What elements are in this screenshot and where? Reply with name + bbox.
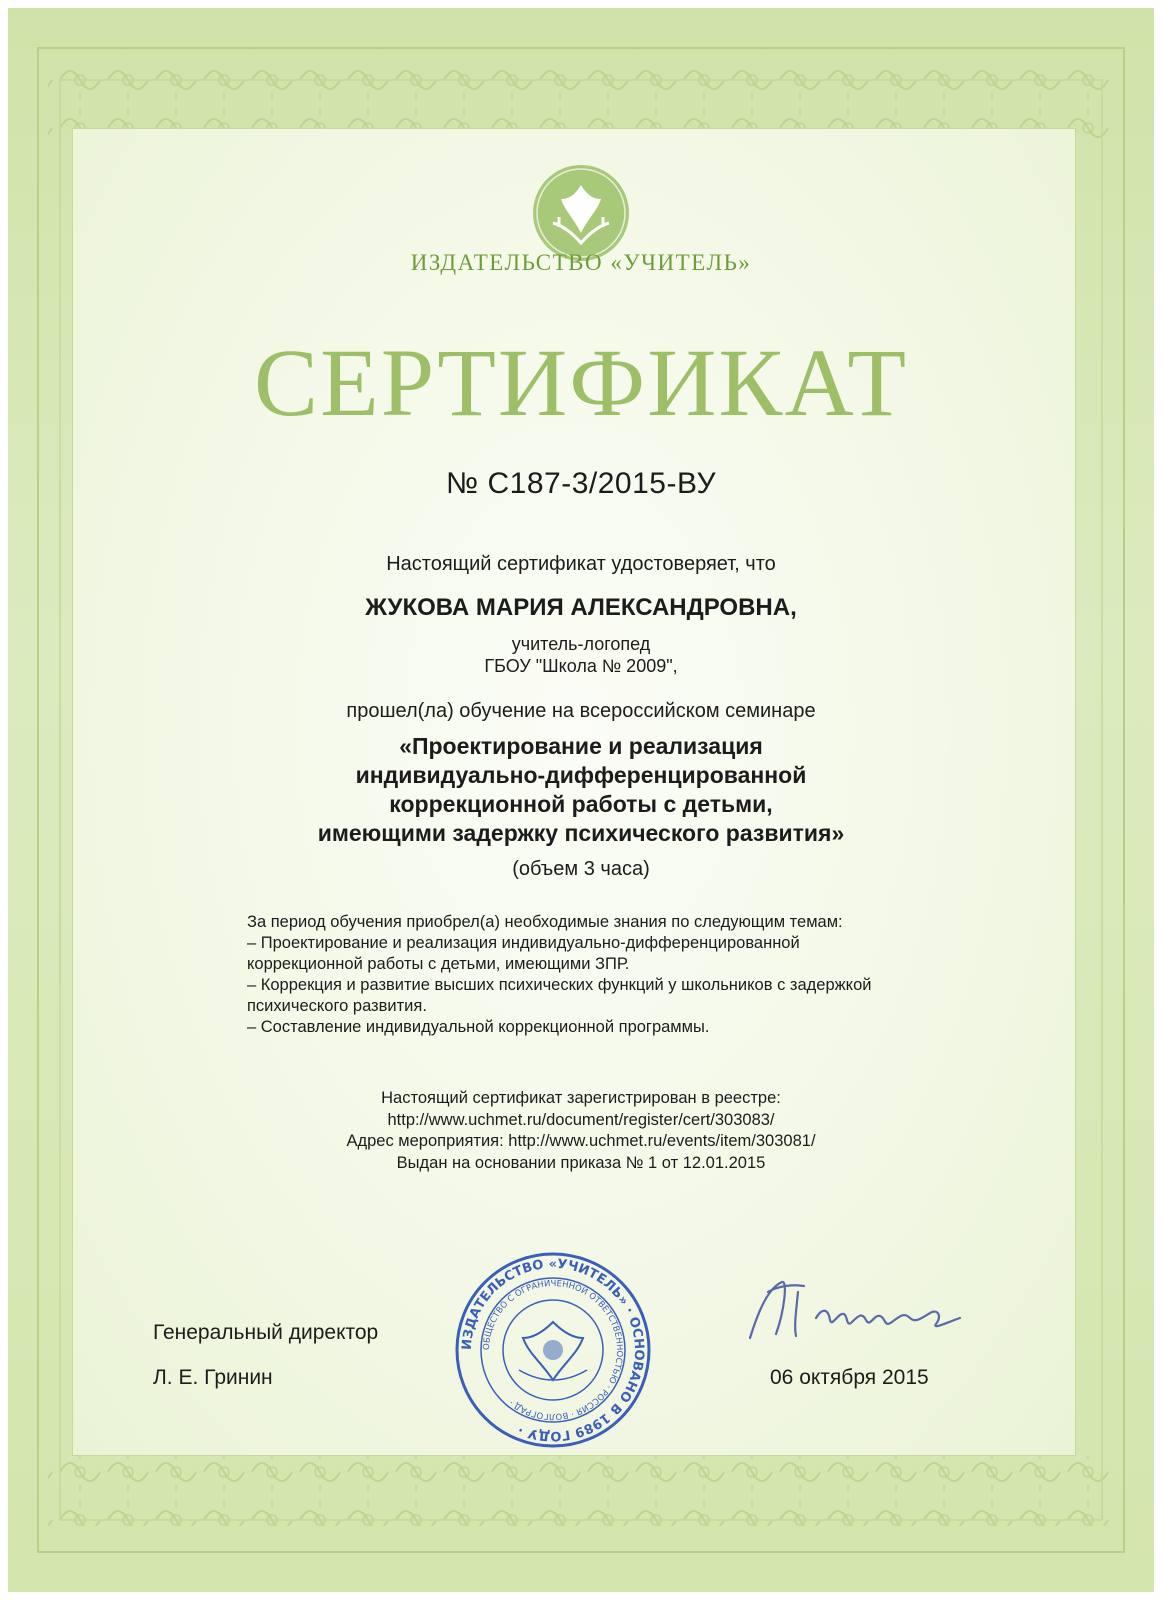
seminar-title-line: имеющими задержку психического развития» — [317, 820, 845, 846]
official-seal-icon — [453, 1250, 653, 1450]
director-title: Генеральный директор — [153, 1321, 379, 1344]
course-volume: (объем 3 часа) — [512, 858, 650, 880]
svg-text:ОБЩЕСТВО С ОГРАНИЧЕННОЙ ОТВЕТС: ОБЩЕСТВО С ОГРАНИЧЕННОЙ ОТВЕТСТВЕННОСТЬЮ · РОССИЯ · ВОЛГОГРАД · — [481, 1278, 625, 1422]
director-signature — [738, 1272, 968, 1352]
seminar-title — [0, 732, 1162, 848]
intro-text: Настоящий сертификат удостоверяет, что — [386, 553, 776, 575]
publisher-logo-icon — [531, 163, 631, 263]
seminar-title-line: коррекционной работы с детьми, — [389, 791, 773, 817]
issue-date: 06 октября 2015 — [770, 1366, 929, 1389]
event-address: Адрес мероприятия: http://www.uchmet.ru/events/item/303081/ — [346, 1132, 816, 1150]
topics-list — [247, 912, 947, 1038]
topic-line: – Составление индивидуальной коррекционной программы. — [247, 1018, 710, 1036]
seminar-title-line: индивидуально-дифференцированной — [355, 762, 807, 788]
svg-text:ИЗДАТЕЛЬСТВО «УЧИТЕЛЬ» · ОСНОВ: ИЗДАТЕЛЬСТВО «УЧИТЕЛЬ» · ОСНОВАНО В 1989 ГОДУ · — [459, 1256, 647, 1444]
registry-info — [0, 1088, 1162, 1174]
order-reference: Выдан на основании приказа № 1 от 12.01.2015 — [396, 1153, 766, 1172]
registry-url: http://www.uchmet.ru/document/register/cert/303083/ — [387, 1110, 775, 1129]
topic-line: – Проектирование и реализация индивидуально-дифференцированной — [247, 934, 800, 952]
director-name: Л. Е. Гринин — [153, 1366, 273, 1389]
topic-line: – Коррекция и развитие высших психических функций у школьников с задержкой — [247, 976, 872, 994]
course-intro: прошел(ла) обучение на всероссийском семинаре — [346, 700, 816, 722]
publisher-name: ИЗДАТЕЛЬСТВО «УЧИТЕЛЬ» — [410, 250, 752, 275]
registry-line: Настоящий сертификат зарегистрирован в реестре: — [381, 1089, 781, 1107]
certificate-title: СЕРТИФИКАТ — [254, 329, 908, 436]
recipient-details — [0, 633, 1162, 677]
recipient-organization: ГБОУ "Школа № 2009", — [484, 656, 678, 676]
topic-line: коррекционной работы с детьми, имеющими ЗПР. — [247, 955, 630, 973]
topic-line: психического развития. — [247, 997, 427, 1015]
seminar-title-line: «Проектирование и реализация — [399, 733, 763, 759]
certificate-number: № С187-3/2015-ВУ — [445, 467, 717, 500]
recipient-position: учитель-логопед — [511, 634, 651, 654]
topics-heading: За период обучения приобрел(а) необходимые знания по следующим темам: — [247, 913, 843, 931]
recipient-name: ЖУКОВА МАРИЯ АЛЕКСАНДРОВНА, — [365, 594, 797, 621]
